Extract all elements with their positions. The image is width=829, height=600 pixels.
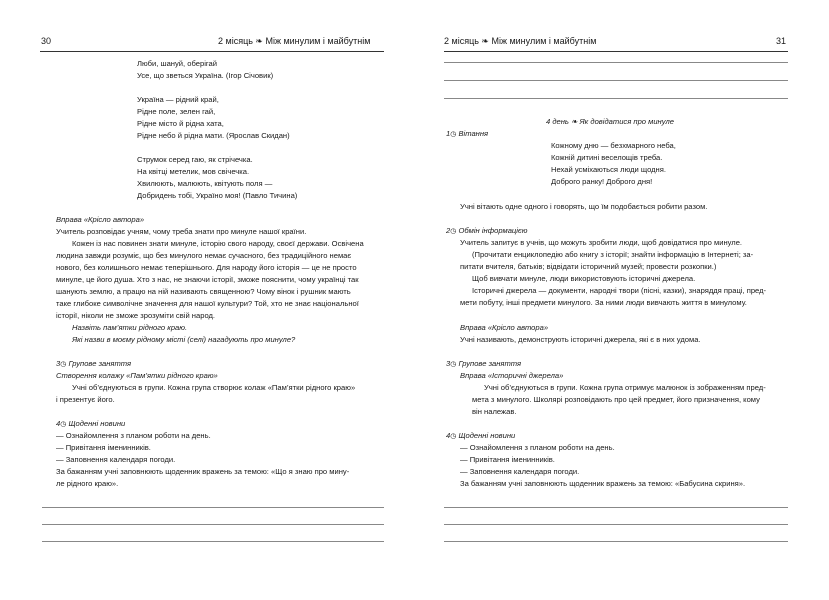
section-title: Щоденні новини [458,431,516,440]
page-number: 31 [776,36,787,46]
list-item: — Заповнення календаря погоди. [460,467,580,476]
writing-line [444,62,788,63]
paragraph-line: минуле, це його душа. Хто з нас, не знаючи історії, зможе пояснити, чому українці так [56,275,359,284]
poem-line: Кожній дитині веселощів треба. [551,153,663,162]
poem-line: Рідне місто й рідна хата, [137,119,224,128]
clock-icon: ◷ [450,433,457,440]
paragraph-line: і презентує його. [56,395,115,404]
poem-line: Усе, що зветься Україна. (Ігор Січовик) [137,71,274,80]
paragraph-line: Учні об’єднуються в групи. Кожна група створює колаж «Пам’ятки рідного краю» [72,383,356,392]
poem-line: Струмок серед гаю, як стрічечка. [137,155,253,164]
paragraph-line: Кожен із нас повинен знати минуле, історію свого народу, своєї держави. Освічена [72,239,364,248]
page-number: 30 [41,36,52,46]
poem-line: Україна — рідний край, [137,95,219,104]
list-item: — Привітання іменинників. [460,455,555,464]
section-number: 1 [446,129,451,138]
paragraph-line: (Прочитати енциклопедію або книгу з історії; знайти інформацію в Інтернеті; за- [472,250,754,259]
writing-line [444,524,788,525]
paragraph-line: Учні об’єднуються в групи. Кожна група отримує малюнок із зображенням пред- [484,383,766,392]
question-line: Які назви в моєму рідному місті (селі) нагадують про минуле? [72,335,296,344]
section-title: Групове заняття [458,359,522,368]
paragraph-line: Історичні джерела — документи, народні твори (пісні, казки), знаряддя праці, пред- [472,286,767,295]
exercise-title: Вправа «Крісло автора» [56,215,145,224]
header-rule [40,51,384,52]
section-subtitle: Вправа «Історичні джерела» [460,371,564,380]
right-page [414,0,829,600]
paragraph-line: мети побуту, інші предмети минулого. За ними люди вивчають життя в минулому. [460,298,747,307]
paragraph-line: За бажанням учні заповнюють щоденник вражень за темою: «Бабусина скриня». [460,479,746,488]
clock-icon: ◷ [450,228,457,235]
section-number: 4 [56,419,61,428]
question-line: Назвіть пам’ятки рідного краю. [72,323,188,332]
writing-line [444,507,788,508]
paragraph-line: шанують землю, а працю на ній називають священною? Чому вінок і рушник мають [56,287,351,296]
paragraph-line: таке глибоке символічне значення для нашої культури? Той, хто не знає національної [56,299,359,308]
poem-line: Люби, шануй, оберігай [137,59,217,68]
section-number: 3 [446,359,451,368]
running-head: 2 місяць ❧ Між минулим і майбутнім [444,36,597,46]
exercise-title: Вправа «Крісло автора» [460,323,549,332]
paragraph-line: нового, без колишнього немає теперішнього. Для народу його історія — це не просто [56,263,357,272]
paragraph-line: Щоб вивчати минуле, люди використовують історичні джерела. [472,274,696,283]
clock-icon: ◷ [450,361,457,368]
header-rule [444,51,788,52]
poem-line: Доброго ранку! Доброго дня! [551,177,653,186]
paragraph-line: Учитель запитує в учнів, що можуть зробити люди, щоб довідатися про минуле. [460,238,743,247]
section-title: Групове заняття [68,359,132,368]
section-title: Щоденні новини [68,419,126,428]
list-item: — Привітання іменинників. [56,443,151,452]
paragraph-line: Учитель розповідає учням, чому треба знати про минуле нашої країни. [56,227,307,236]
writing-line [444,541,788,542]
poem-line: На квітці метелик, мов свічечка. [137,167,250,176]
section-number: 4 [446,431,451,440]
day-title: 4 день ❧ Як довідатися про минуле [546,117,674,126]
poem-line: Рідне небо й рідна мати. (Ярослав Скидан) [137,131,290,140]
section-subtitle: Створення колажу «Пам’ятки рідного краю» [56,371,218,380]
paragraph-line: людина завжди розуміє, що без минулого немає сучасного, без традиційного немає [56,251,352,260]
paragraph-line: Учні називають, демонструють історичні джерела, які є в них удома. [460,335,701,344]
paragraph-line: історії, ніколи не зможе зрозуміти свій народ. [56,311,216,320]
section-title: Обмін інформацією [458,226,528,235]
paragraph-line: він належав. [472,407,517,416]
poem-line: Нехай усміхаються люди щодня. [551,165,666,174]
writing-line [42,524,384,525]
section-number: 2 [446,226,451,235]
list-item: — Ознайомлення з планом роботи на день. [56,431,211,440]
poem-line: Хвилюють, малюють, квітують поля — [137,179,273,188]
left-page [0,0,414,600]
running-head: 2 місяць ❧ Між минулим і майбутнім [218,36,371,46]
paragraph-line: Учні вітають одне одного і говорять, що їм подобається робити разом. [460,202,708,211]
poem-line: Кожному дню — безхмарного неба, [551,141,676,150]
writing-line [42,541,384,542]
poem-line: Добридень тобі, Україно моя! (Павло Тичина) [137,191,298,200]
section-number: 3 [56,359,61,368]
section-title: Вітання [458,129,489,138]
clock-icon: ◷ [450,131,457,138]
paragraph-line: питати вчителя, батьків; відвідати історичний музей; провести розкопки.) [460,262,717,271]
paragraph-line: мета з минулого. Школярі розповідають про цей предмет, його призначення, кому [472,395,760,404]
writing-line [444,98,788,99]
paragraph-line: ле рідного краю». [56,479,119,488]
clock-icon: ◷ [60,361,67,368]
poem-line: Рідне поле, зелен гай, [137,107,216,116]
writing-line [444,80,788,81]
paragraph-line: За бажанням учні заповнюють щоденник вражень за темою: «Що я знаю про мину- [56,467,350,476]
writing-line [42,507,384,508]
list-item: — Ознайомлення з планом роботи на день. [460,443,615,452]
clock-icon: ◷ [60,421,67,428]
section-heading [446,128,488,141]
list-item: — Заповнення календаря погоди. [56,455,176,464]
